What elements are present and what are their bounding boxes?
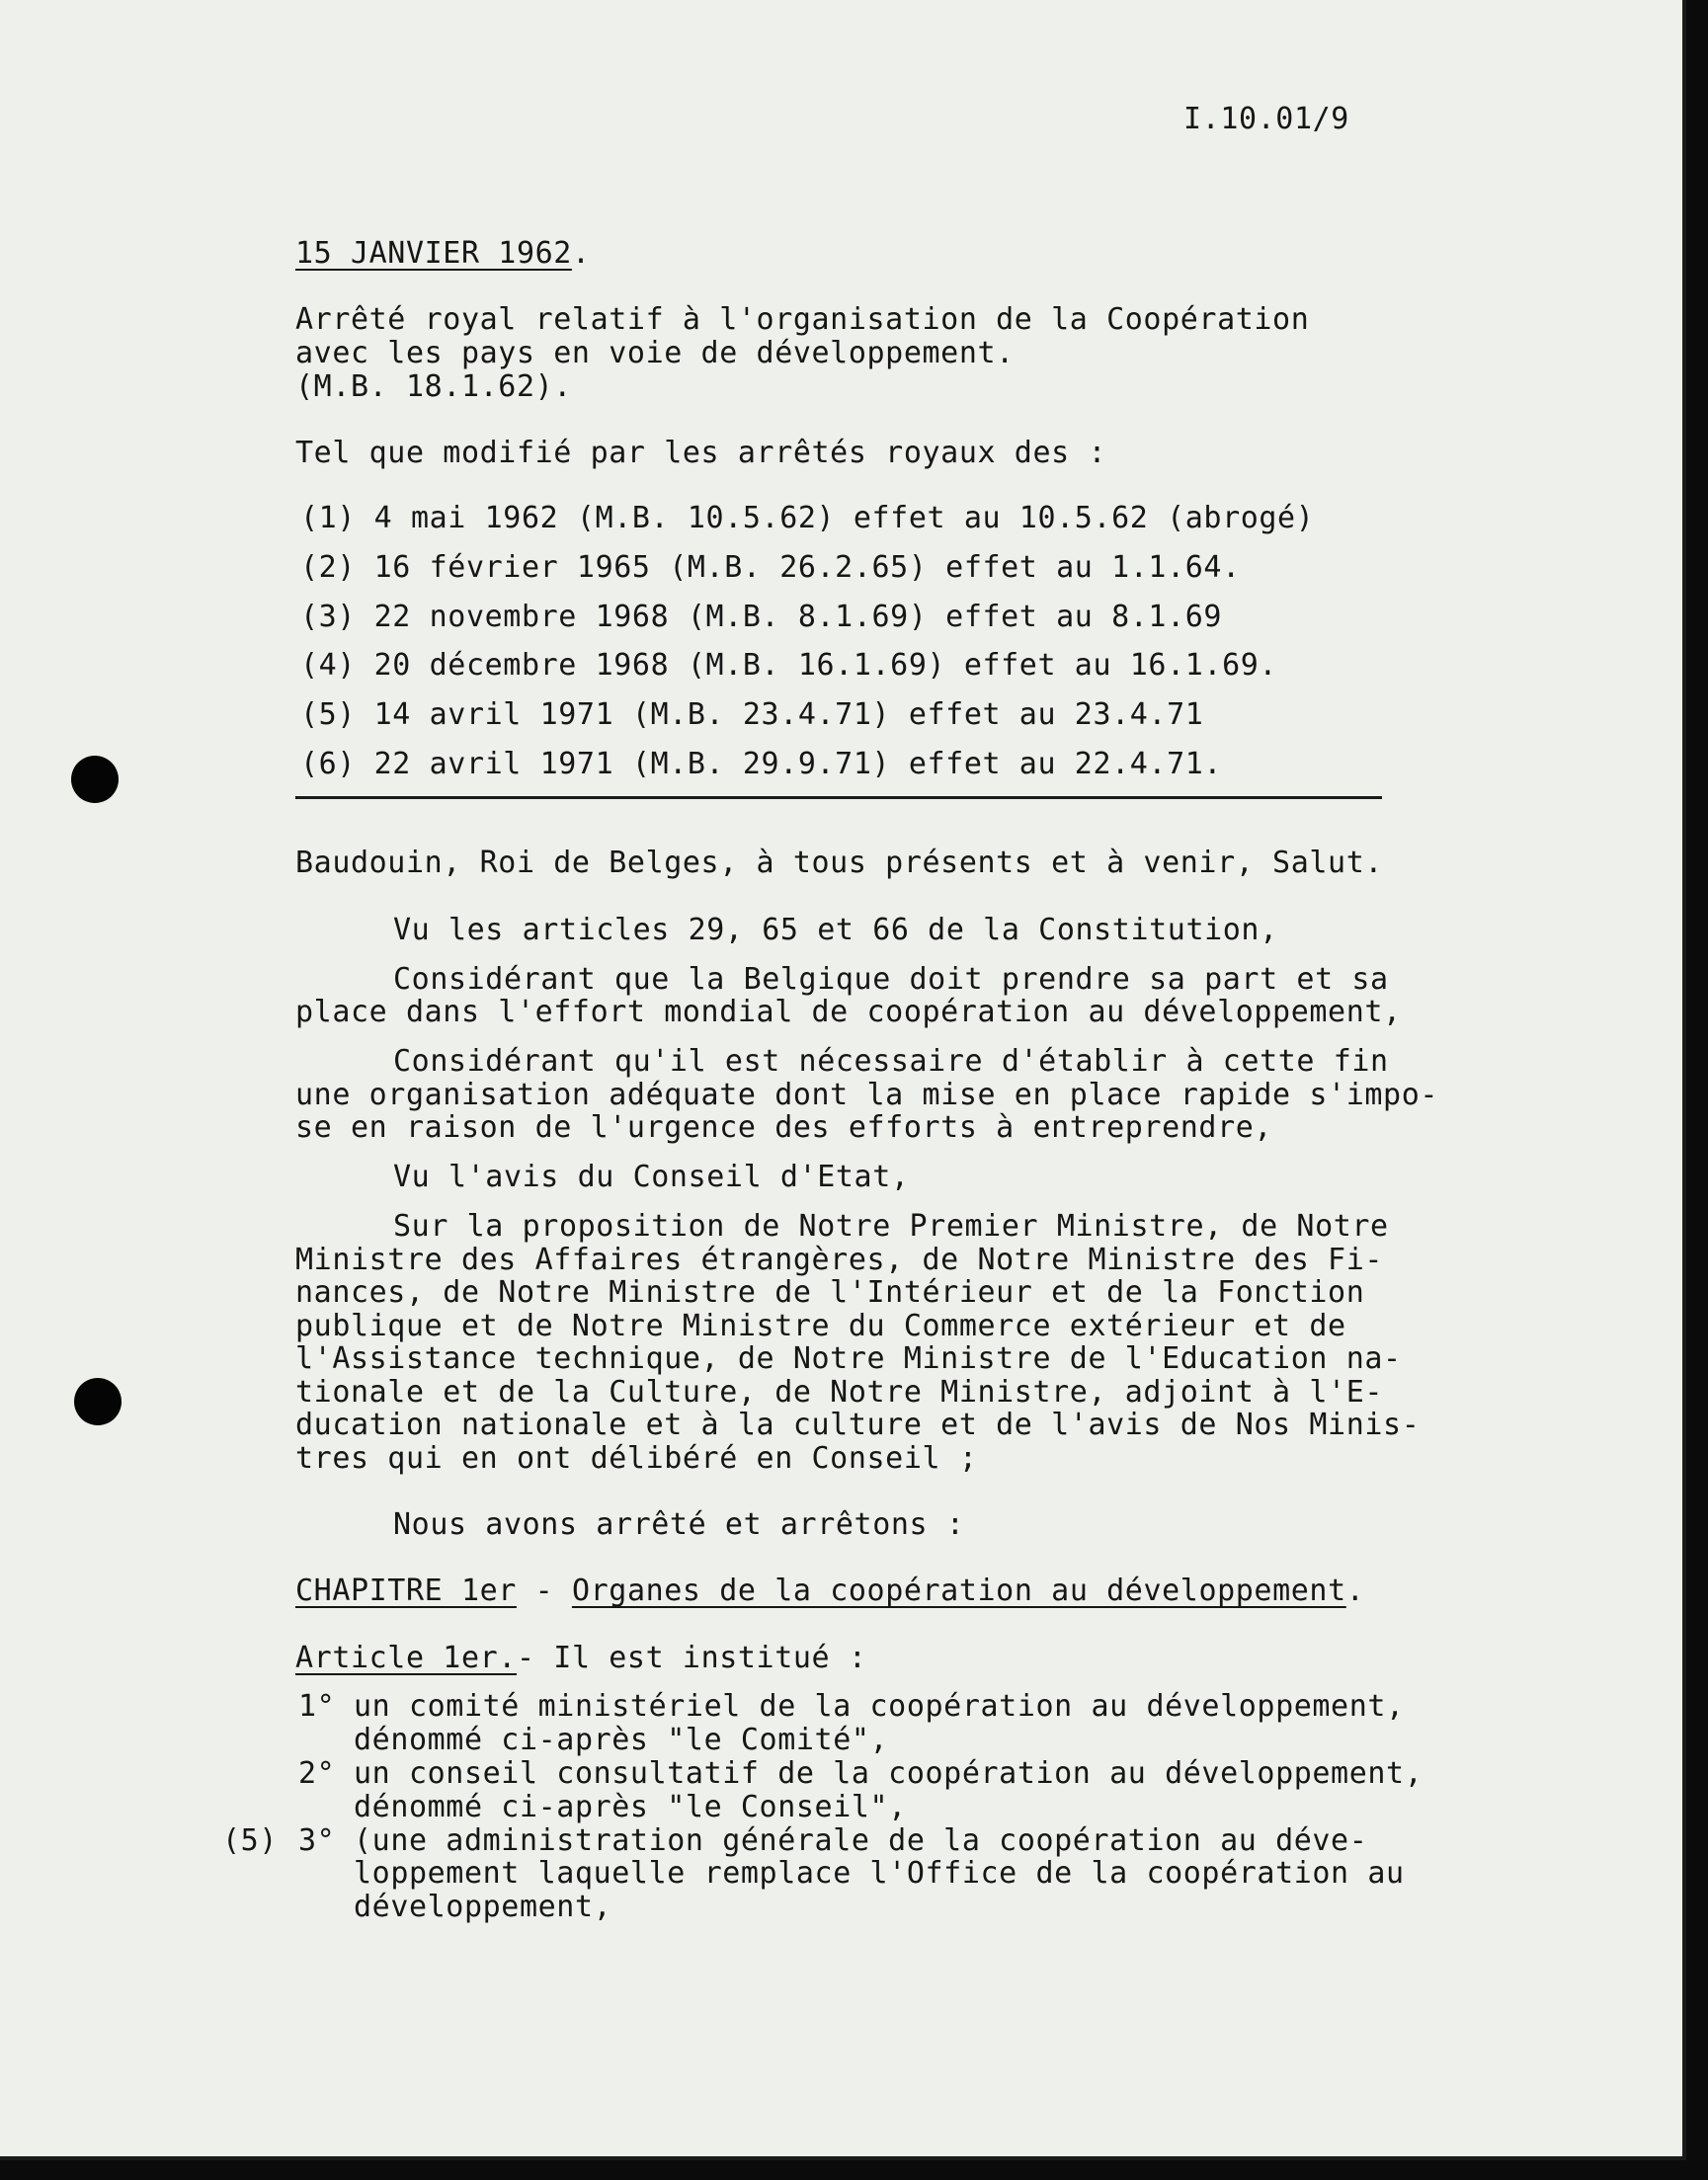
proposition-line: Sur la proposition de Notre Premier Ministre, de Notre [393,1209,1389,1244]
amendment-item: (1) 4 mai 1962 (M.B. 10.5.62) effet au 10.5.62 (abrogé) [300,501,1315,535]
title-line: Arrêté royal relatif à l'organisation de la Coopération [295,302,1310,337]
proposition-line: publique et de Notre Ministre du Commerce extérieur et de [295,1309,1346,1343]
considerant-1-line: Considérant que la Belgique doit prendre sa part et sa [393,962,1389,997]
list-item-line: dénommé ci-après "le Conseil", [354,1790,907,1824]
article-label: Article 1er. [295,1641,517,1675]
proposition-line: nances, de Notre Ministre de l'Intérieur et de la Fonction [295,1275,1365,1310]
amendment-item: (4) 20 décembre 1968 (M.B. 16.1.69) effet au 16.1.69. [300,648,1278,683]
chapter-heading [295,1574,1364,1608]
list-item-number: 2° [298,1756,336,1791]
punch-hole-bottom [74,1378,122,1425]
list-item-number: 3° [298,1823,336,1858]
date-suffix: . [571,236,591,271]
amendment-item: (6) 22 avril 1971 (M.B. 29.9.71) effet au 22.4.71. [300,747,1223,781]
proposition-line: ducation nationale et à la culture et de l'avis de Nos Minis- [295,1408,1421,1442]
considerant-1-line: place dans l'effort mondial de coopération au développement, [295,995,1402,1029]
proposition-line: tionale et de la Culture, de Notre Ministre, adjoint à l'E- [295,1375,1384,1410]
chapter-end: . [1345,1574,1365,1608]
proposition-line: l'Assistance technique, de Notre Ministre de l'Education na- [295,1341,1402,1376]
document-date [295,237,591,271]
modified-intro: Tel que modifié par les arrêtés royaux des : [295,436,1107,470]
list-item-line: (une administration générale de la coopération au déve- [354,1823,1368,1858]
amendment-item: (3) 22 novembre 1968 (M.B. 8.1.69) effet au 8.1.69 [300,600,1223,634]
considerant-2-line: Considérant qu'il est nécessaire d'établir à cette fin [393,1044,1389,1079]
amendment-marker: (5) [222,1823,278,1858]
considerant-2-line: une organisation adéquate dont la mise en place rapide s'impo- [295,1078,1439,1112]
list-item-line: un conseil consultatif de la coopération au développement, [354,1756,1423,1791]
date-text: 15 JANVIER 1962 [295,236,572,271]
chapter-title: Organes de la coopération au développement [571,1574,1346,1608]
proposition-line: Ministre des Affaires étrangères, de Notre Ministre des Fi- [295,1243,1384,1277]
punch-hole-top [71,756,119,803]
separator-rule [295,796,1382,799]
amendment-item: (5) 14 avril 1971 (M.B. 23.4.71) effet au 23.4.71 [300,697,1204,732]
vu-avis: Vu l'avis du Conseil d'Etat, [393,1160,910,1194]
document-title [295,303,1309,404]
document-reference: I.10.01/9 [1183,102,1349,136]
list-item-line: loppement laquelle remplace l'Office de la coopération au [354,1856,1405,1891]
chapter-separator: - [516,1574,572,1608]
royal-salutation: Baudouin, Roi de Belges, à tous présents et à venir, Salut. [295,846,1384,880]
title-line: avec les pays en voie de développement. [295,336,1015,370]
considerant-2-line: se en raison de l'urgence des efforts à entreprendre, [295,1110,1273,1145]
chapter-label: CHAPITRE 1er [295,1574,517,1608]
list-item-line: un comité ministériel de la coopération au développement, [354,1689,1405,1724]
title-line: (M.B. 18.1.62). [295,369,572,404]
article-heading [295,1642,867,1675]
article-text: - Il est institué : [516,1641,867,1675]
proposition-line: tres qui en ont délibéré en Conseil ; [295,1441,978,1476]
arretons: Nous avons arrêté et arrêtons : [393,1507,965,1542]
list-item-line: dénommé ci-après "le Comité", [354,1723,889,1757]
list-item-line: développement, [354,1890,612,1924]
list-item-number: 1° [298,1689,336,1724]
amendment-item: (2) 16 février 1965 (M.B. 26.2.65) effet au 1.1.64. [300,550,1241,585]
vu-articles: Vu les articles 29, 65 et 66 de la Constitution, [393,913,1278,947]
